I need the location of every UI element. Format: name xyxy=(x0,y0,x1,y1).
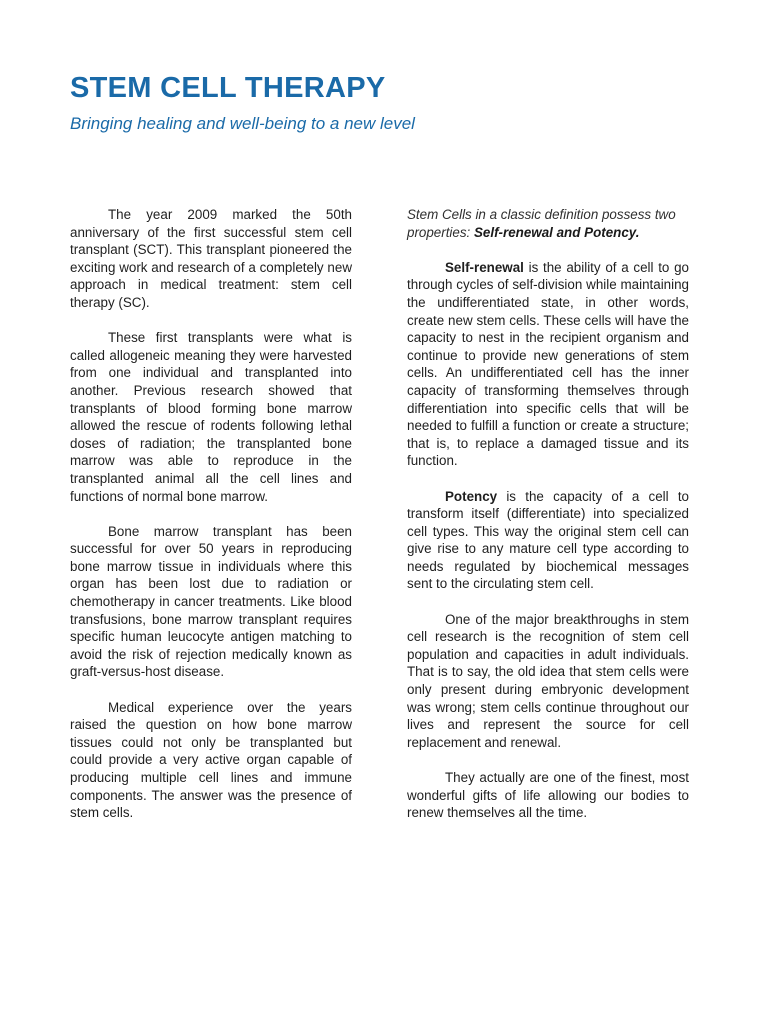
potency-text: is the capacity of a cell to transform itself (differentiate) into specialized cell types. This way the original stem cell can give rise to any mature cell type according to needs regulated by biochemical messages sent to the circulating stem cell. xyxy=(407,488,689,592)
paragraph-self-renewal xyxy=(407,259,689,470)
paragraph-potency xyxy=(407,488,689,594)
term-self-renewal: Self-renewal xyxy=(445,259,524,275)
paragraph-allogeneic: These first transplants were what is called allogeneic meaning they were harvested from one individual and transplanted into another. Previous research showed that transplants of blood forming bone marrow allowed the rescue of rodents following lethal doses of radiation; the transplanted bone marrow was able to reproduce in the transplanted animal all the cell lines and functions of normal bone marrow. xyxy=(70,330,352,504)
right-column xyxy=(407,206,689,839)
page-title: STEM CELL THERAPY xyxy=(70,72,386,104)
term-potency: Potency xyxy=(445,488,498,504)
paragraph-medical-experience: Medical experience over the years raised the question on how bone marrow tissues could not only be transplanted but could provide a very active organ capable of producing multiple cell lines and immune components. The answer was the presence of stem cells. xyxy=(70,699,352,821)
paragraph-gifts-of-life: They actually are one of the finest, most wonderful gifts of life allowing our bodies to renew themselves all the time. xyxy=(407,770,689,821)
definition-intro-text: Stem Cells in a classic definition possess two properties: xyxy=(407,207,676,240)
left-column xyxy=(70,206,352,839)
page-subtitle: Bringing healing and well-being to a new level xyxy=(70,114,415,133)
definition-intro xyxy=(407,206,689,241)
definition-emphasis: Self-renewal and Potency. xyxy=(474,224,640,240)
paragraph-first-transplant: The year 2009 marked the 50th anniversary of the first successful stem cell transplant (SCT). This transplant pioneered the exciting work and research of a completely new approach in medical treatment: stem cell therapy (SC). xyxy=(70,207,352,310)
paragraph-bone-marrow: Bone marrow transplant has been successful for over 50 years in reproducing bone marrow tissue in individuals where this organ has been lost due to radiation or chemotherapy in cancer treatments. Like blood transfusions, bone marrow transplant requires specific human leucocyte antigen matching to avoid the risk of rejection medically known as graft-versus-host disease. xyxy=(70,523,352,680)
self-renewal-text: is the ability of a cell to go through cycles of self-division while maintaining the undifferentiated state, in other words, create new stem cells. These cells will have the capacity to nest in the recipient organism and continue to provide new generations of stem cells. An undifferentiated cell has the inner capacity of transforming themselves through differentiation into specific cells that will be needed to fulfill a function or create a structure; that is, to replace a damaged tissue and its function. xyxy=(407,259,689,469)
paragraph-breakthroughs: One of the major breakthroughs in stem cell research is the recognition of stem cell population and capacities in adult individuals. That is to say, the old idea that stem cells were only present during embryonic development was wrong; stem cells continue throughout our lives and represent the source for cell replacement and renewal. xyxy=(407,611,689,750)
